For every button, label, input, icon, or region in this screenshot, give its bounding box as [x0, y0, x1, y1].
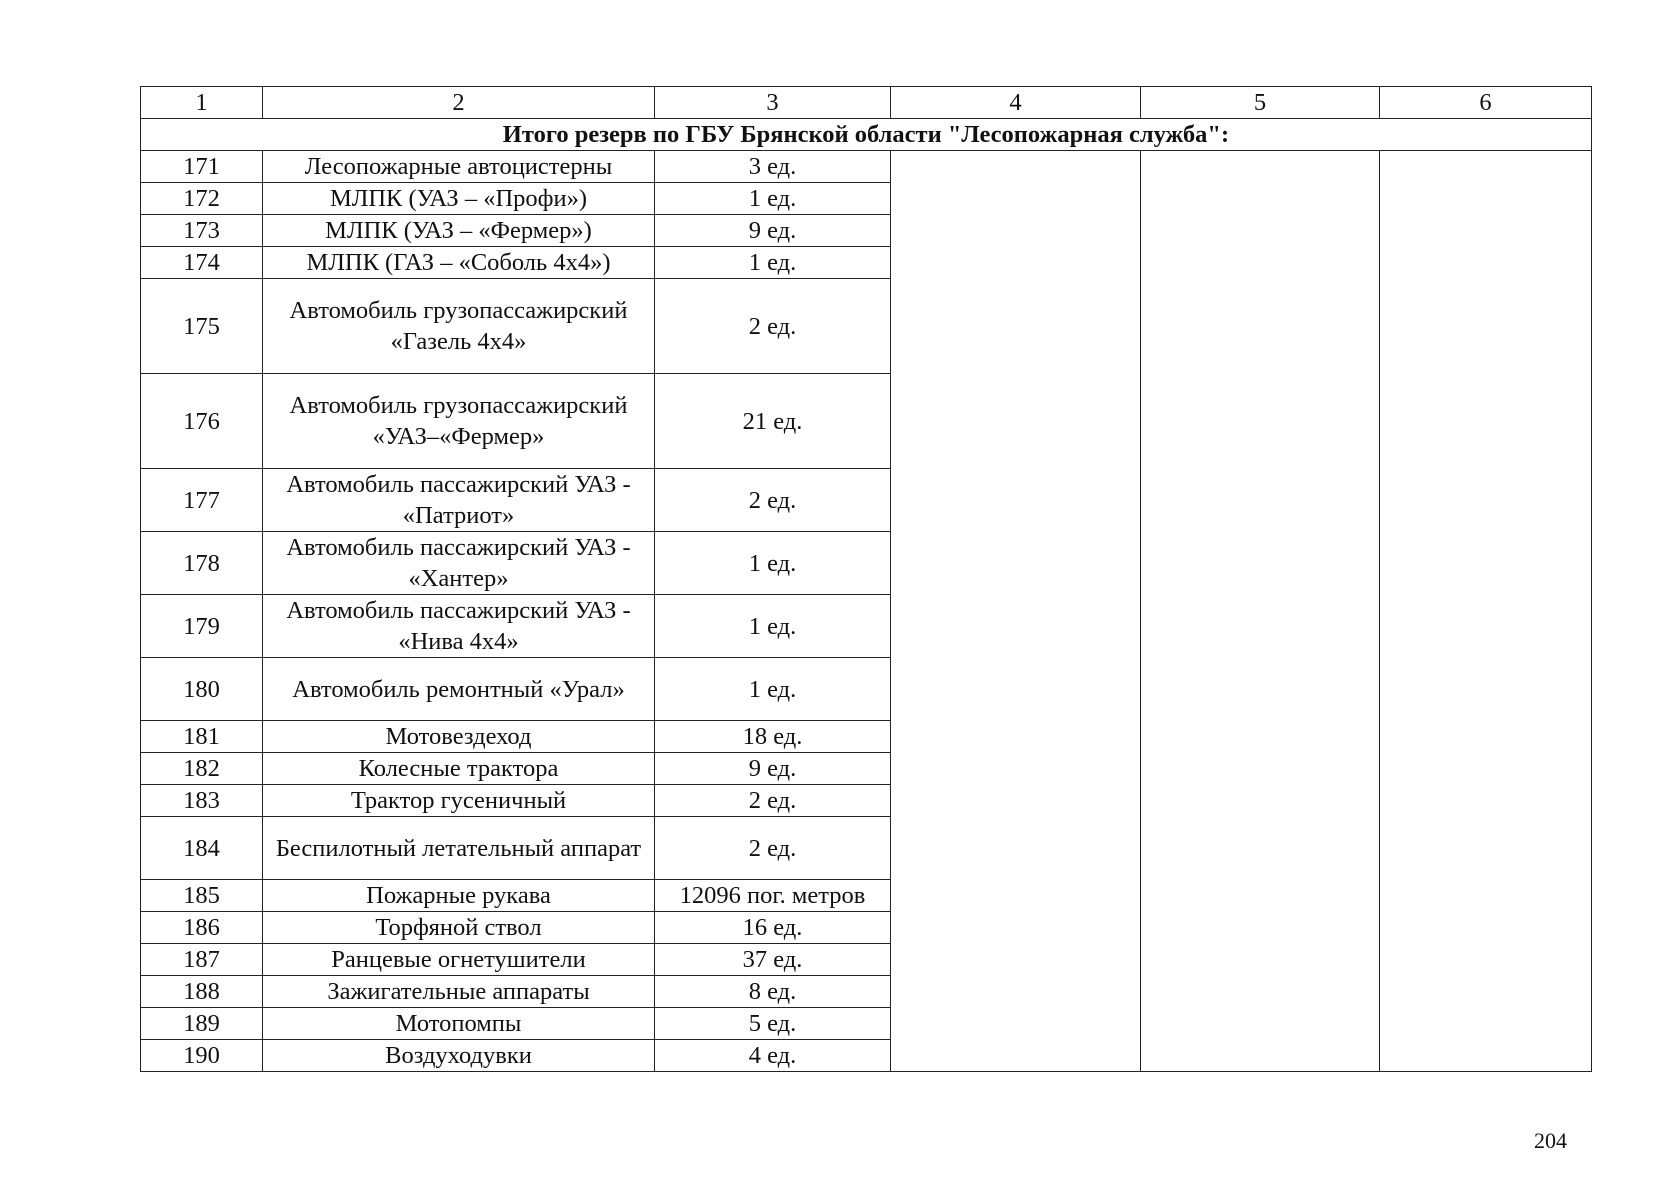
row-number: 189: [141, 1008, 263, 1040]
item-quantity: 21 ед.: [655, 374, 891, 469]
item-quantity: 1 ед.: [655, 247, 891, 279]
row-number: 174: [141, 247, 263, 279]
column-number: 5: [1141, 87, 1380, 119]
item-quantity: 4 ед.: [655, 1040, 891, 1072]
row-number: 173: [141, 215, 263, 247]
item-name: МЛПК (ГАЗ – «Соболь 4х4»): [263, 247, 655, 279]
item-quantity: 1 ед.: [655, 658, 891, 721]
row-number: 176: [141, 374, 263, 469]
item-quantity: 2 ед.: [655, 469, 891, 532]
row-number: 182: [141, 753, 263, 785]
item-quantity: 1 ед.: [655, 183, 891, 215]
column-5-empty-cell: [1141, 151, 1380, 1072]
item-quantity: 2 ед.: [655, 785, 891, 817]
row-number: 190: [141, 1040, 263, 1072]
row-number: 183: [141, 785, 263, 817]
item-quantity: 9 ед.: [655, 215, 891, 247]
item-quantity: 8 ед.: [655, 976, 891, 1008]
item-quantity: 1 ед.: [655, 532, 891, 595]
item-name: МЛПК (УАЗ – «Фермер»): [263, 215, 655, 247]
item-name: Ранцевые огнетушители: [263, 944, 655, 976]
item-name: Пожарные рукава: [263, 880, 655, 912]
row-number: 181: [141, 721, 263, 753]
column-number: 4: [891, 87, 1141, 119]
item-quantity: 18 ед.: [655, 721, 891, 753]
row-number: 186: [141, 912, 263, 944]
item-name: Лесопожарные автоцистерны: [263, 151, 655, 183]
section-title-row: [141, 119, 1592, 151]
column-number: 6: [1380, 87, 1592, 119]
table-row: [141, 151, 1592, 183]
row-number: 187: [141, 944, 263, 976]
section-title: Итого резерв по ГБУ Брянской области "Лесопожарная служба":: [141, 119, 1592, 151]
row-number: 171: [141, 151, 263, 183]
item-name: Автомобиль грузопассажирский «УАЗ–«Фермер»: [263, 374, 655, 469]
row-number: 175: [141, 279, 263, 374]
column-number: 1: [141, 87, 263, 119]
row-number: 178: [141, 532, 263, 595]
column-number: 2: [263, 87, 655, 119]
item-name: Автомобиль пассажирский УАЗ - «Хантер»: [263, 532, 655, 595]
item-name: Автомобиль грузопассажирский «Газель 4х4»: [263, 279, 655, 374]
item-name: Автомобиль пассажирский УАЗ - «Патриот»: [263, 469, 655, 532]
item-name: Торфяной ствол: [263, 912, 655, 944]
item-name: Мотопомпы: [263, 1008, 655, 1040]
column-6-empty-cell: [1380, 151, 1592, 1072]
item-name: Колесные трактора: [263, 753, 655, 785]
row-number: 179: [141, 595, 263, 658]
item-name: Зажигательные аппараты: [263, 976, 655, 1008]
row-number: 184: [141, 817, 263, 880]
item-name: Беспилотный летательный аппарат: [263, 817, 655, 880]
item-quantity: 3 ед.: [655, 151, 891, 183]
reserve-table: [140, 86, 1592, 1072]
row-number: 185: [141, 880, 263, 912]
item-quantity: 9 ед.: [655, 753, 891, 785]
row-number: 180: [141, 658, 263, 721]
page-number: 204: [1534, 1128, 1567, 1153]
item-quantity: 12096 пог. метров: [655, 880, 891, 912]
item-quantity: 37 ед.: [655, 944, 891, 976]
item-name: МЛПК (УАЗ – «Профи»): [263, 183, 655, 215]
row-number: 172: [141, 183, 263, 215]
row-number: 177: [141, 469, 263, 532]
column-4-empty-cell: [891, 151, 1141, 1072]
item-name: Мотовездеход: [263, 721, 655, 753]
column-number: 3: [655, 87, 891, 119]
row-number: 188: [141, 976, 263, 1008]
item-quantity: 2 ед.: [655, 279, 891, 374]
item-quantity: 2 ед.: [655, 817, 891, 880]
item-name: Трактор гусеничный: [263, 785, 655, 817]
item-quantity: 5 ед.: [655, 1008, 891, 1040]
item-name: Автомобиль ремонтный «Урал»: [263, 658, 655, 721]
column-number-row: [141, 87, 1592, 119]
item-quantity: 1 ед.: [655, 595, 891, 658]
item-quantity: 16 ед.: [655, 912, 891, 944]
item-name: Автомобиль пассажирский УАЗ - «Нива 4х4»: [263, 595, 655, 658]
item-name: Воздуходувки: [263, 1040, 655, 1072]
